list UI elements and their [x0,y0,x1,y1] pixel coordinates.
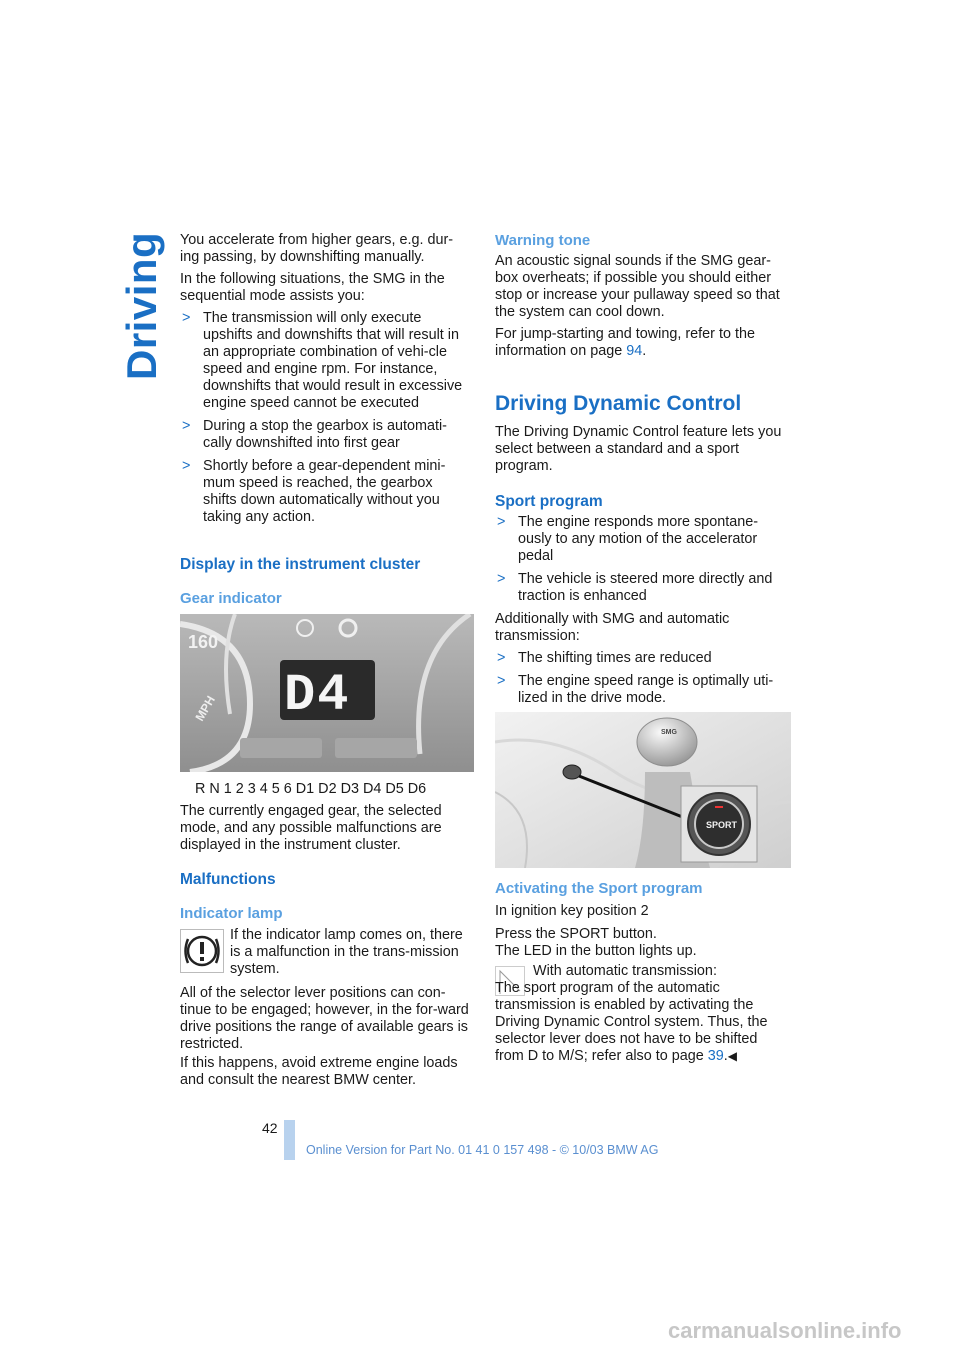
paragraph: The Driving Dynamic Control feature lets you select between a standard and a sport program. [495,424,782,474]
indicator-lamp-text: If the indicator lamp comes on, there is a malfunction in the trans-mission system. [230,927,463,977]
page-link-94[interactable]: 94 [626,343,643,359]
section-title-text: Driving [118,231,165,380]
list-item: > The engine responds more spontane-ously to any motion of the accelerator pedal [497,514,758,564]
list-item-text: The vehicle is steered more directly and traction is enhanced [518,571,773,604]
list-item: > The engine speed range is optimally uti-lized in the drive mode. [497,673,774,706]
list-item-text: Shortly before a gear-dependent mini-mum speed is reached, the gearbox shifts down automatically without you taking any action. [203,458,446,525]
list-item: > The vehicle is steered more directly and traction is enhanced [497,571,773,604]
paragraph: An acoustic signal sounds if the SMG gear-box overheats; if possible you should either stop or increase your pullaway speed so that the system can cool down. [495,253,780,320]
end-mark-icon: ◀ [727,1049,737,1063]
list-item-text: During a stop the gearbox is automati-cally downshifted into first gear [203,418,447,451]
left-column [180,232,470,532]
paragraph: Press the SPORT button. [495,926,657,942]
svg-text:160: 160 [188,632,219,652]
paragraph: For jump-starting and towing, refer to the information on page 94. [495,326,755,359]
svg-text:MPH: MPH [192,693,218,724]
knob-label: SMG [661,729,677,736]
paragraph: The currently engaged gear, the selected mode, and any possible malfunctions are displayed in the instrument cluster. [180,803,442,853]
heading-gear-indicator: Gear indicator [180,590,282,607]
list-item: > During a stop the gearbox is automati-cally downshifted into first gear [182,418,447,451]
heading-activating: Activating the Sport program [495,880,703,897]
heading-driving-dynamic-control: Driving Dynamic Control [495,392,742,415]
right-column-top [495,253,790,365]
heading-malfunctions: Malfunctions [180,871,276,888]
list-item: > The transmission will only execute upshifts and downshifts that will result in an appropriate combination of vehi-cle speed and engine rpm. For instance, downshifts that would result in excessive engine speed cannot be executed [182,310,463,411]
sport-button-label: SPORT [706,820,738,830]
heading-sport-program: Sport program [495,493,603,510]
paragraph: In the following situations, the SMG in the sequential mode assists you: [180,271,445,304]
paragraph: In ignition key position 2 [495,903,649,919]
note-first-line: With automatic transmission: [533,963,717,979]
gear-list: R N 1 2 3 4 5 6 D1 D2 D3 D4 D5 D6 [195,781,427,797]
paragraph: If this happens, avoid extreme engine loads and consult the nearest BMW center. [180,1055,458,1088]
list-item-text: The engine speed range is optimally uti-lized in the drive mode. [518,673,774,706]
page-link-39[interactable]: 39 [707,1048,724,1064]
footer-bar [284,1120,295,1160]
heading-warning-tone: Warning tone [495,232,591,249]
paragraph: The LED in the button lights up. [495,943,697,959]
note-text: The sport program of the automatic transmission is enabled by activating the Driving Dynamic Control system. Thus, the selector lever does not have to be shifted from D to M/S; refer also to page [495,980,768,1064]
paragraph: Additionally with SMG and automatic transmission: [495,611,730,644]
sport-button-image [495,712,791,868]
activation-steps [495,903,790,960]
paragraph: All of the selector lever positions can con-tinue to be engaged; however, in the for-ward drive positions the range of available gears is restricted. [180,985,469,1052]
footer-text: Online Version for Part No. 01 41 0 157 498 - © 10/03 BMW AG [306,1143,659,1157]
jump-text: For jump-starting and towing, refer to the information on page [495,326,755,359]
list-item: > The shifting times are reduced [497,650,712,666]
instrument-cluster-image [180,614,474,772]
heading-display: Display in the instrument cluster [180,556,421,573]
gear-display-text: D4 [284,666,351,725]
list-item-text: The transmission will only execute upshifts and downshifts that will result in an appropriate combination of vehi-cle speed and engine rpm. For instance, downshifts that would result in excessive engine speed cannot be executed [203,310,463,411]
paragraph: You accelerate from higher gears, e.g. dur-ing passing, by downshifting manually. [180,232,454,265]
warning-lamp-icon [180,929,224,973]
list-item-text: The shifting times are reduced [518,650,712,666]
section-title [112,230,172,380]
list-item-text: The engine responds more spontane-ously to any motion of the accelerator pedal [518,514,758,564]
note-end: . [723,1048,728,1064]
page-number: 42 [262,1120,278,1136]
watermark: carmanualsonline.info [668,1318,902,1343]
note-paragraph [495,963,790,1065]
heading-indicator-lamp: Indicator lamp [180,905,283,922]
list-item: > Shortly before a gear-dependent mini-mum speed is reached, the gearbox shifts down automatically without you taking any action. [182,458,446,525]
sport-list [495,514,790,713]
